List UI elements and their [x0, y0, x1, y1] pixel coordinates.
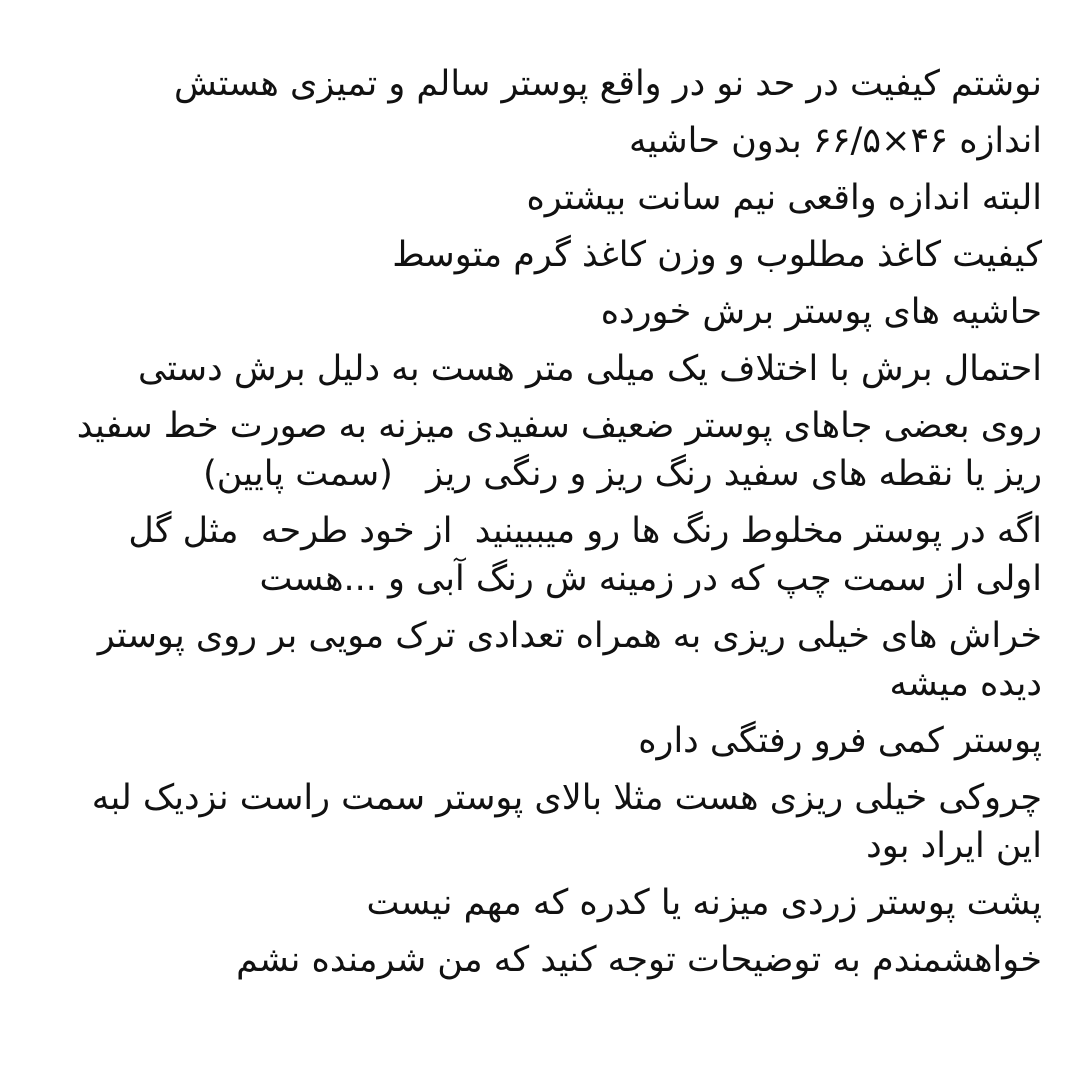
- text-line: پشت پوستر زردی میزنه یا کدره که مهم نیست: [366, 883, 1042, 923]
- paragraph-wrinkle: [36, 774, 1042, 870]
- paragraph-back-yellowing: [36, 879, 1042, 927]
- text-line: اندازه ۴۶×۶۶/۵ بدون حاشیه: [629, 121, 1042, 161]
- text-line: احتمال برش با اختلاف یک میلی متر هست به دلیل برش دستی: [138, 349, 1042, 389]
- text-line: البته اندازه واقعی نیم سانت بیشتره: [526, 178, 1042, 218]
- paragraph-scratches: [36, 612, 1042, 708]
- text-line: کیفیت کاغذ مطلوب و وزن کاغذ گرم متوسط: [392, 235, 1042, 275]
- text-line: اگه در پوستر مخلوط رنگ ها رو میببینید از خود طرحه مثل گل: [128, 511, 1042, 551]
- text-line: حاشیه های پوستر برش خورده: [600, 292, 1042, 332]
- text-line: چروکی خیلی ریزی هست مثلا بالای پوستر سمت راست نزدیک لبه: [91, 778, 1042, 818]
- paragraph-cut-tolerance: [36, 345, 1042, 393]
- text-line: خواهشمندم به توضیحات توجه کنید که من شرمنده نشم: [236, 940, 1042, 980]
- paragraph-paper-quality: [36, 231, 1042, 279]
- text-line: پوستر کمی فرو رفتگی داره: [638, 721, 1042, 761]
- paragraph-white-spots: [36, 402, 1042, 498]
- text-line: ریز یا نقطه های سفید رنگ ریز و رنگی ریز (سمت پایین): [203, 454, 1042, 494]
- paragraph-mixed-colors-note: [36, 507, 1042, 603]
- text-line: دیده میشه: [889, 664, 1042, 704]
- text-line: این ایراد بود: [866, 826, 1042, 866]
- text-line: روی بعضی جاهای پوستر ضعیف سفیدی میزنه به صورت خط سفید: [76, 406, 1042, 446]
- text-line: نوشتم کیفیت در حد نو در واقع پوستر سالم و تمیزی هستش: [173, 64, 1042, 104]
- paragraph-closing-request: [36, 936, 1042, 984]
- text-line: اولی از سمت چپ که در زمینه ش رنگ آبی و ...هست: [259, 559, 1042, 599]
- paragraph-margins-cut: [36, 288, 1042, 336]
- paragraph-indentation: [36, 717, 1042, 765]
- paragraph-actual-size-note: [36, 174, 1042, 222]
- paragraph-quality-statement: [36, 60, 1042, 108]
- text-line: خراش های خیلی ریزی به همراه تعدادی ترک مویی بر روی پوستر: [97, 616, 1042, 656]
- paragraph-size: [36, 117, 1042, 165]
